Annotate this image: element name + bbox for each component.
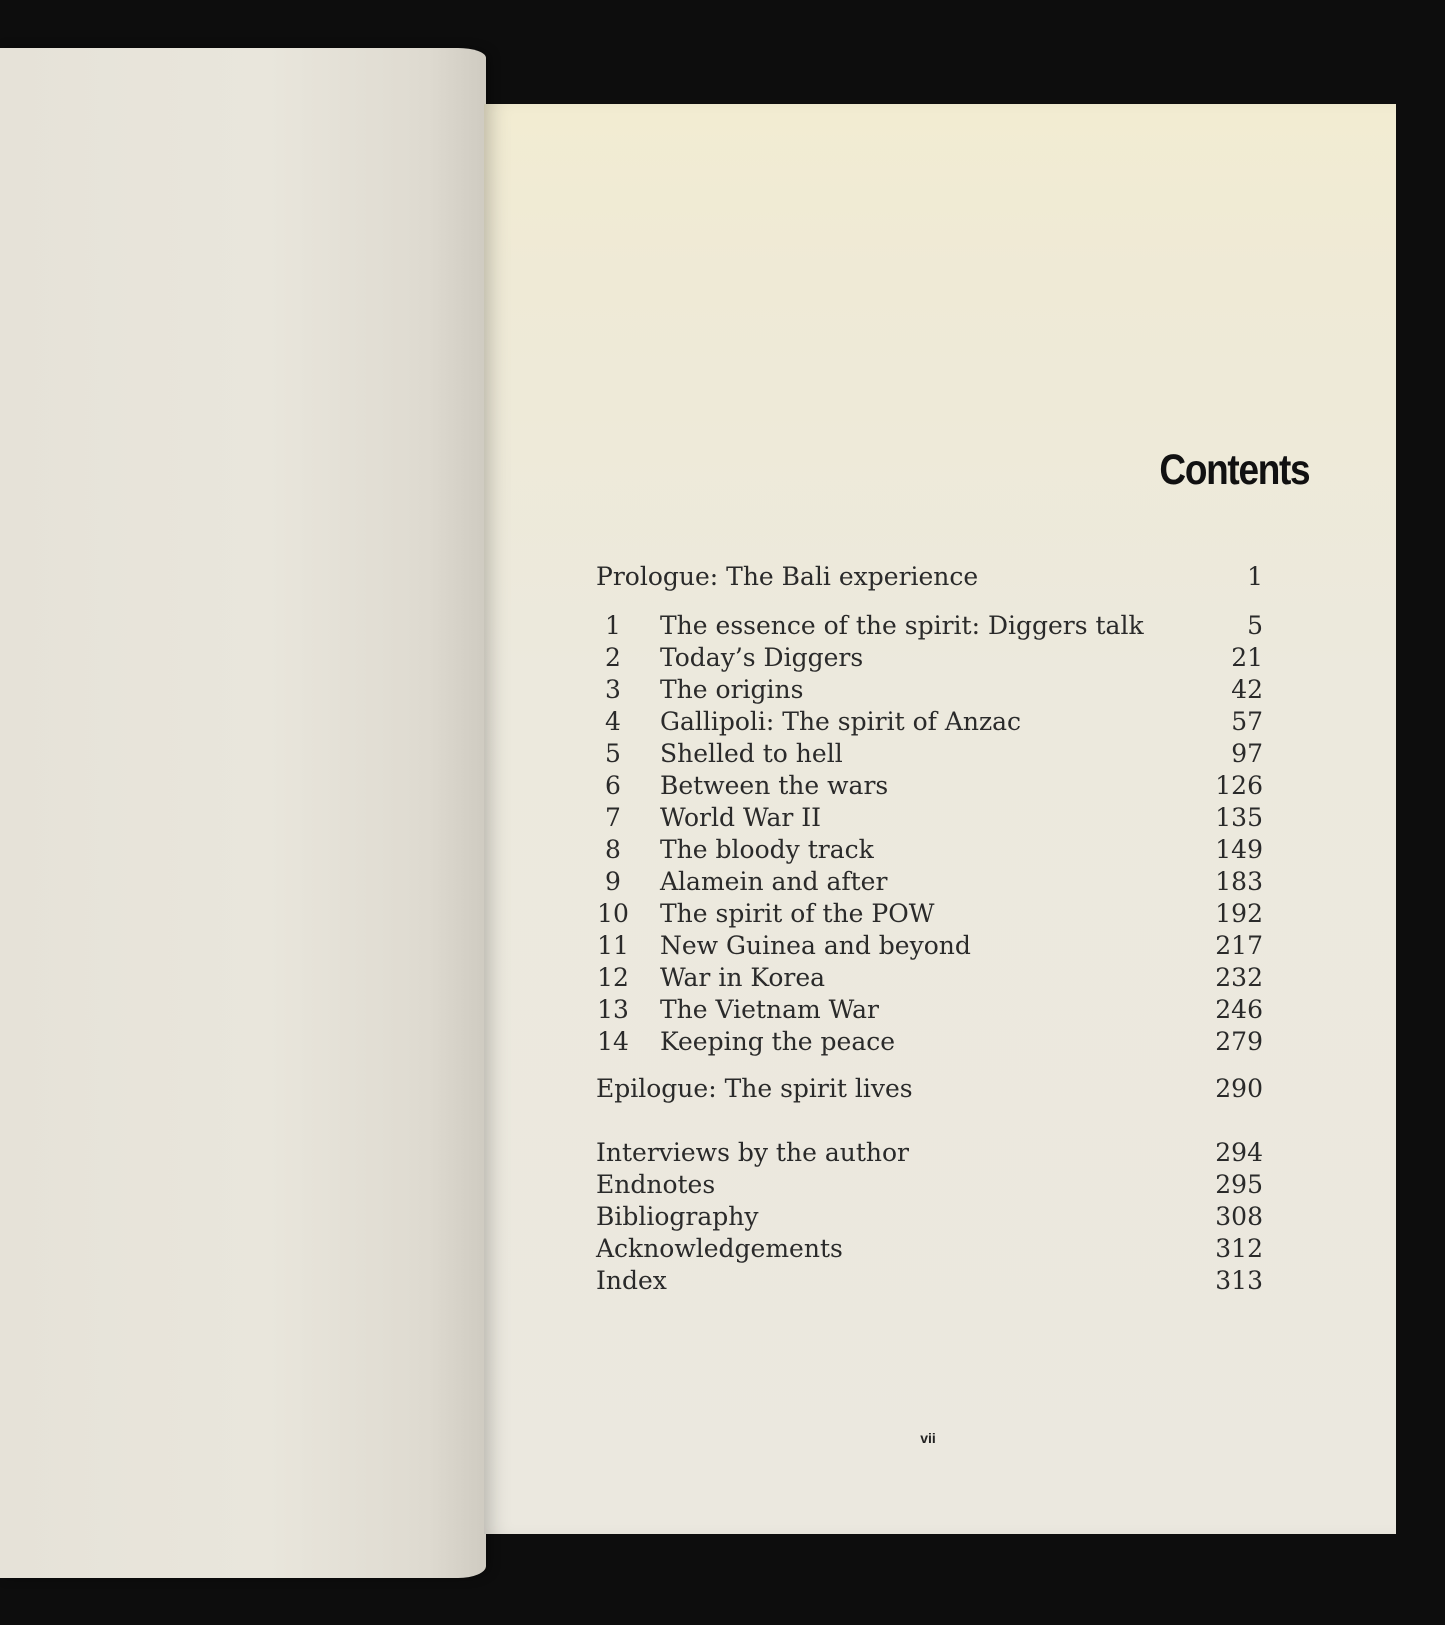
- chapter-number: 3: [605, 675, 621, 704]
- chapter-number: 10: [597, 899, 629, 928]
- toc-page-number: 279: [1215, 1027, 1263, 1056]
- chapter-number: 12: [597, 963, 629, 992]
- toc-title: The Vietnam War: [660, 995, 880, 1024]
- chapter-number: 2: [605, 643, 621, 672]
- toc-row: [596, 674, 1263, 706]
- toc-page-number: 21: [1231, 643, 1263, 672]
- toc-title: Today’s Diggers: [660, 643, 864, 672]
- toc-page-number: 135: [1215, 803, 1263, 832]
- toc-page-number: 183: [1215, 867, 1263, 896]
- chapter-number: 11: [597, 931, 629, 960]
- toc-page-number: 308: [1215, 1202, 1263, 1231]
- toc-title: Shelled to hell: [660, 739, 843, 768]
- toc-page-number: 290: [1215, 1074, 1263, 1103]
- toc-row: [596, 1265, 1263, 1297]
- toc-title: The bloody track: [660, 835, 874, 864]
- toc-row: [596, 834, 1263, 866]
- toc-page-number: 232: [1215, 963, 1263, 992]
- toc-row: [596, 962, 1263, 994]
- toc-row: [596, 1026, 1263, 1058]
- toc-page-number: 126: [1215, 771, 1263, 800]
- toc-epilogue: [596, 1073, 1263, 1105]
- toc-row: [596, 1137, 1263, 1169]
- toc-page-number: 192: [1215, 899, 1263, 928]
- toc-row: [596, 930, 1263, 962]
- toc-page-number: 294: [1215, 1138, 1263, 1167]
- toc-page-number: 5: [1247, 611, 1263, 640]
- toc-row: [596, 706, 1263, 738]
- toc-row: [596, 866, 1263, 898]
- toc-title: Bibliography: [596, 1202, 759, 1231]
- toc-title: Epilogue: The spirit lives: [596, 1074, 913, 1103]
- toc-row: [596, 898, 1263, 930]
- toc-row: [596, 1073, 1263, 1105]
- toc-title: New Guinea and beyond: [660, 931, 971, 960]
- toc-title: Acknowledgements: [596, 1234, 843, 1263]
- toc-row: [596, 642, 1263, 674]
- toc-title: World War II: [660, 803, 822, 832]
- contents-heading: Contents: [1159, 446, 1309, 494]
- chapter-number: 7: [605, 803, 621, 832]
- toc-row: [596, 610, 1263, 642]
- toc-page-number: 313: [1215, 1266, 1263, 1295]
- toc-page-number: 42: [1231, 675, 1263, 704]
- toc-row: [596, 770, 1263, 802]
- toc-title: Endnotes: [596, 1170, 716, 1199]
- toc-row: [596, 561, 1263, 593]
- toc-title: Interviews by the author: [596, 1138, 909, 1167]
- page-folio: vii: [920, 1430, 936, 1446]
- toc-row: [596, 738, 1263, 770]
- toc-title: Keeping the peace: [660, 1027, 896, 1056]
- toc-page-number: 149: [1215, 835, 1263, 864]
- toc-row: [596, 1169, 1263, 1201]
- chapter-number: 8: [605, 835, 621, 864]
- toc-page-number: 97: [1231, 739, 1263, 768]
- toc-title: Gallipoli: The spirit of Anzac: [660, 707, 1022, 736]
- chapter-number: 4: [605, 707, 621, 736]
- chapter-number: 1: [605, 611, 621, 640]
- toc-title: Alamein and after: [660, 867, 888, 896]
- left-page: [0, 48, 486, 1578]
- toc-title: Prologue: The Bali experience: [596, 562, 979, 591]
- toc-prologue: [596, 561, 1263, 593]
- toc-title: The spirit of the POW: [660, 899, 935, 928]
- toc-chapters: [596, 610, 1263, 1058]
- chapter-number: 5: [605, 739, 621, 768]
- toc-page-number: 217: [1215, 931, 1263, 960]
- toc-title: The origins: [660, 675, 804, 704]
- chapter-number: 14: [597, 1027, 629, 1056]
- toc-page-number: 312: [1215, 1234, 1263, 1263]
- toc-page-number: 1: [1247, 562, 1263, 591]
- toc-title: Index: [596, 1266, 667, 1295]
- toc-row: [596, 994, 1263, 1026]
- toc-title: The essence of the spirit: Diggers talk: [660, 611, 1144, 640]
- toc-page-number: 295: [1215, 1170, 1263, 1199]
- toc-title: War in Korea: [660, 963, 826, 992]
- toc-back-matter: [596, 1137, 1263, 1297]
- toc-title: Between the wars: [660, 771, 889, 800]
- chapter-number: 6: [605, 771, 621, 800]
- toc-row: [596, 802, 1263, 834]
- toc-page-number: 57: [1231, 707, 1263, 736]
- toc-row: [596, 1201, 1263, 1233]
- chapter-number: 9: [605, 867, 621, 896]
- toc-page-number: 246: [1215, 995, 1263, 1024]
- chapter-number: 13: [597, 995, 629, 1024]
- toc-row: [596, 1233, 1263, 1265]
